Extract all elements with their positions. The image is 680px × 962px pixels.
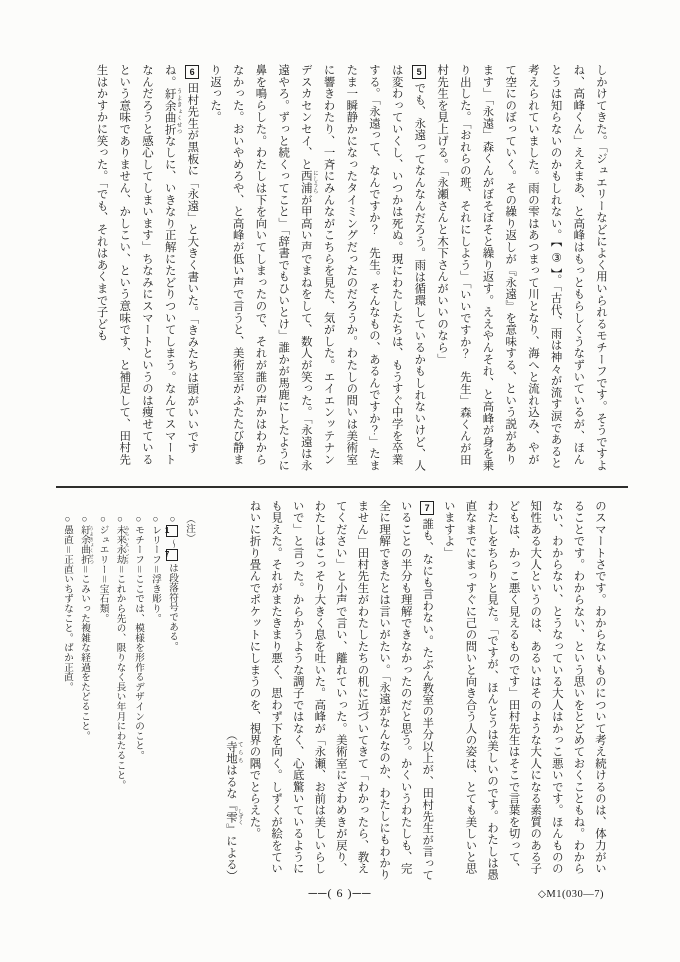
note-item: ○1～7は段落符号である。 — [164, 514, 178, 652]
doc-code: ◇M1(030—7) — [537, 889, 604, 900]
paragraph: 7誰も、なにも言わない。たぶん教室の半分以上が、田村先生が言っていることの半分も理解できなかったのだと思う。かくいうわたしも、完全に理解できたとは言いがたい。「永遠がなんなのか、わたしにもわかりません」田村先生がわたしたちの机に近づいてきて「わかったら、教えてください」と小声で言い、離れていった。美術室にざわめきが戻り、わたしはこっそり大きく息を吐いた。高峰が「永瀬、お前は美しいらしいで」と言った。からかうような調子ではなく、心底驚いているようにも見えた。それがまたきまり悪く、思わず下を向く。しずくが絵をていねいに折り畳んでポケットにしまうのを、視界の隅でとらえた。 — [248, 500, 434, 881]
note-item: ○紆余曲折 うよきょくせつ＝こみいった複雑な経過をたどること。 — [79, 514, 95, 741]
paragraph-number-box: 7 — [420, 501, 434, 515]
note-item: ○モチーフ＝ここでは、模様を形作るデザインのこと。 — [133, 514, 144, 761]
paragraph-number-box: 5 — [412, 65, 426, 79]
ruby-annotated-text: 寺地 てらち — [224, 740, 243, 765]
ruby-annotated-text: 紆余曲折 うよきょくせつ — [79, 525, 95, 565]
section-divider — [56, 486, 628, 488]
paragraph-number-box: 7 — [166, 549, 178, 561]
ruby-annotated-text: 西浦 にしうら — [299, 170, 318, 194]
ruby-annotated-text: 未来永劫 みらいえいごう — [114, 525, 130, 565]
page-number: ──( 6 )── — [308, 886, 372, 900]
source-attribution: （寺地 てらちはるな『雫 しずく』による） — [224, 729, 243, 882]
passage-top-block — [64, 64, 612, 474]
paragraph: しかけてきた。「ジュエリーなどによく用いられるモチーフです。そうですよね、高峰くん」ええまあ、と高峰はもっともらしくうなずいているが、ほんとうは知らないのかもしれない。【 ③ 】。「古代、雨は神々が流す涙であると考えられていました。雨の雫はあつまって川となり、海へと流れ込み、やがて空にのぼっていく。その繰り返しが『永遠』を意味する、という説があります」「永遠」森くんがぼそぼそと繰り返す。ええやんそれ、と高峰が身を乗り出した。「おれらの班、それにしよう」「いいですか？ 先生」森くんが田村先生を見上げる。「永瀬さんと木下さんがいいのなら」 — [436, 64, 607, 472]
note-item: ○レリーフ＝浮き彫り。 — [150, 514, 161, 624]
paragraph: 6田村先生が黒板に「永遠」と大きく書いた。「きみたちは頭がいいですね。紆余曲折 うよきょくせつなしに、いきなり正解にたどりついてしまう。なんてスマートなんだろうと感心してしまいます」ちなみにスマートというのは痩せているという意味でありません、かしこい、という意味です、と補足して、田村先生はかすかに笑った。「でも、それはあくまで子ども — [95, 64, 199, 466]
paragraph-number-box: 6 — [185, 65, 199, 79]
paragraph-number-box: 1 — [166, 525, 178, 537]
paragraph: 5でも、永遠ってなんなんだろう。雨は循環しているかもしれないけど、人は変わっていくし、いつかは死ぬ。現にわたしたちは、もうすぐ中学を卒業する。「永遠って、なんですか？ 先生。そんなもの、あるんですか？」たまたま一瞬静かになったタイミングだったのだろうか。わたしの問いは美術室に響きわたり、一斉にみんながこちらを見た、気がした。エイエンッテナンデスカセンセイ、と西浦 にしうらが甲高い声でまねをして、数人が笑った。「永遠は永遠やろ。ずっと続くってこと」「辞書でもひいとけ」誰かが馬鹿にしたように鼻を鳴らした。わたしは下を向いてしまったので、それが誰の声かはわからなかった。おいやめろや、と高峰が低い声で言うと、美術室がふたたび静まり返った。 — [209, 64, 426, 472]
passage-bottom-block — [198, 500, 610, 882]
notes-label: （注） — [184, 514, 195, 544]
notes-section — [52, 514, 198, 824]
note-item: ○未来永劫 みらいえいごう＝これから先の、限りなく長い年月にわたること。 — [114, 514, 130, 790]
note-item: ○ジュエリー＝宝石類。 — [97, 514, 109, 624]
paragraph: のスマートさです。わからないものについて考え続けるのは、体力がいることです。わからない、という思いをとどめておくこともね。わからない、わからない、とうなっている大人はかっこ悪いです。ほんものの知性ある大人というのは、あるいはそのような大人になる素質のある子どもは、かっこ悪く見えるものです」田村先生はそこで言葉を切って、わたしをちらりと見た。「ですが、ほんとうは美しいのです。わたしは愚直なまでにまっすぐに己の問いと向き合う人の姿は、とても美しいと思いますよ」 — [442, 500, 606, 881]
note-item: ○愚直＝正直いちずなこと。ばか正直。 — [62, 514, 73, 692]
ruby-annotated-text: 雫 しずく — [224, 809, 243, 826]
ruby-annotated-text: 紆余曲折 うよきょくせつ — [163, 87, 182, 135]
